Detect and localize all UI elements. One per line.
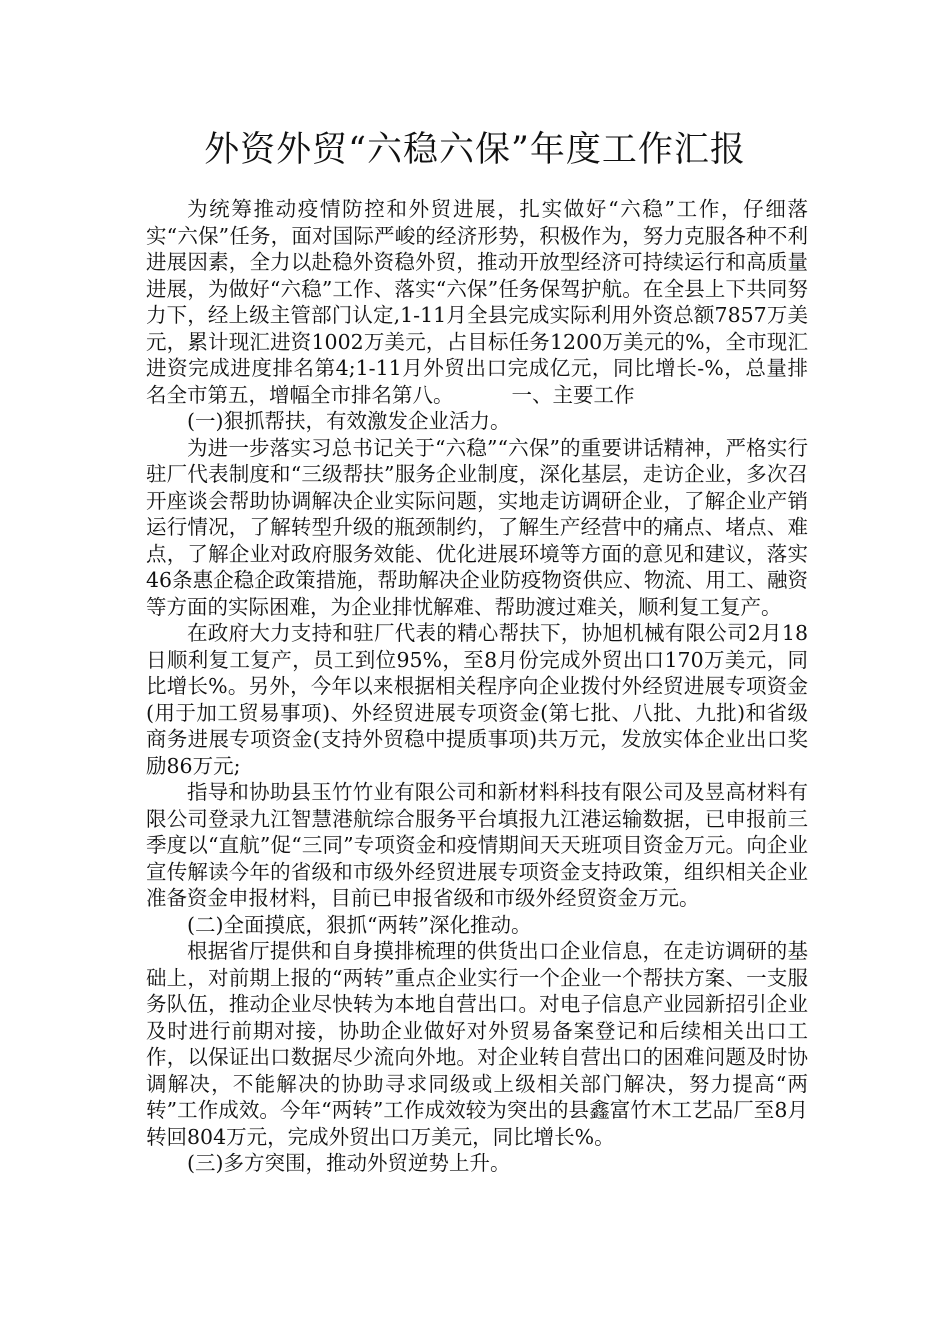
subsection-2-paragraph-1: 根据省厅提供和自身摸排梳理的供货出口企业信息，在走访调研的基础上，对前期上报的“两转”重点企业实行一个企业一个帮扶方案、一支服务队伍，推动企业尽快转为本地自营出口。对电子信息产业园新招引企业及时进行前期对接，协助企业做好对外贸易备案登记和后续相关出口工作，以保证出口数据尽少流向外地。对企业转自营出口的困难问题及时协调解决，不能解决的协助寻求同级或上级相关部门解决，努力提高“两转”工作成效。今年“两转”工作成效较为突出的县鑫富竹木工艺品厂至8月转回804万元，完成外贸出口万美元，同比增长%。 xyxy=(146,939,808,1149)
document-body xyxy=(146,196,808,1177)
subsection-1-paragraph-3: 指导和协助县玉竹竹业有限公司和新材料科技有限公司及昱高材料有限公司登录九江智慧港航综合服务平台填报九江港运输数据，已申报前三季度以“直航”促“三同”专项资金和疫情期间天天班项目资金万元。向企业宣传解读今年的省级和市级外经贸进展专项资金支持政策，组织相关企业准备资金申报材料，目前已申报省级和市级外经贸资金万元。 xyxy=(146,780,808,910)
subsection-2-heading: (二)全面摸底，狠抓“两转”深化推动。 xyxy=(187,912,532,937)
intro-paragraph xyxy=(146,196,808,408)
subsection-1-paragraph-1: 为进一步落实习总书记关于“六稳”“六保”的重要讲话精神，严格实行驻厂代表制度和“三级帮扶”服务企业制度，深化基层，走访企业，多次召开座谈会帮助协调解决企业实际问题，实地走访调研企业，了解企业产销运行情况，了解转型升级的瓶颈制约，了解生产经营中的痛点、堵点、难点，了解企业对政府服务效能、优化进展环境等方面的意见和建议，落实46条惠企稳企政策措施，帮助解决企业防疫物资供应、物流、用工、融资等方面的实际困难，为企业排忧解难、帮助渡过难关，顺利复工复产。 xyxy=(146,435,808,619)
intro-text: 为统筹推动疫情防控和外贸进展，扎实做好“六稳”工作，仔细落实“六保”任务，面对国际严峻的经济形势，积极作为，努力克服各种不利进展因素，全力以赴稳外资稳外贸，推动开放型经济可持续运行和高质量进展，为做好“六稳”工作、落实“六保”任务保驾护航。在全县上下共同努力下，经上级主管部门认定,1-11月全县完成实际利用外资总额7857万美元，累计现汇进资1002万美元，占目标任务1200万美元的%，全市现汇进资完成进度排名第4;1-11月外贸出口完成亿元，同比增长-%，总量排名全市第五，增幅全市排名第八。 xyxy=(146,197,808,407)
subsection-1-heading: (一)狠抓帮扶，有效激发企业活力。 xyxy=(187,409,511,433)
section-one-heading: 一、主要工作 xyxy=(511,382,635,407)
document-title: 外资外贸“六稳六保”年度工作汇报 xyxy=(204,130,746,170)
subsection-1-paragraph-2: 在政府大力支持和驻厂代表的精心帮扶下，协旭机械有限公司2月18日顺利复工复产，员工到位95%，至8月份完成外贸出口170万美元，同比增长%。另外，今年以来根据相关程序向企业拨付外经贸进展专项资金(用于加工贸易事项)、外经贸进展专项资金(第七批、八批、九批)和省级商务进展专项资金(支持外贸稳中提质事项)共万元，发放实体企业出口奖励86万元; xyxy=(146,621,808,778)
subsection-3-heading: (三)多方突围，推动外贸逆势上升。 xyxy=(187,1151,511,1175)
